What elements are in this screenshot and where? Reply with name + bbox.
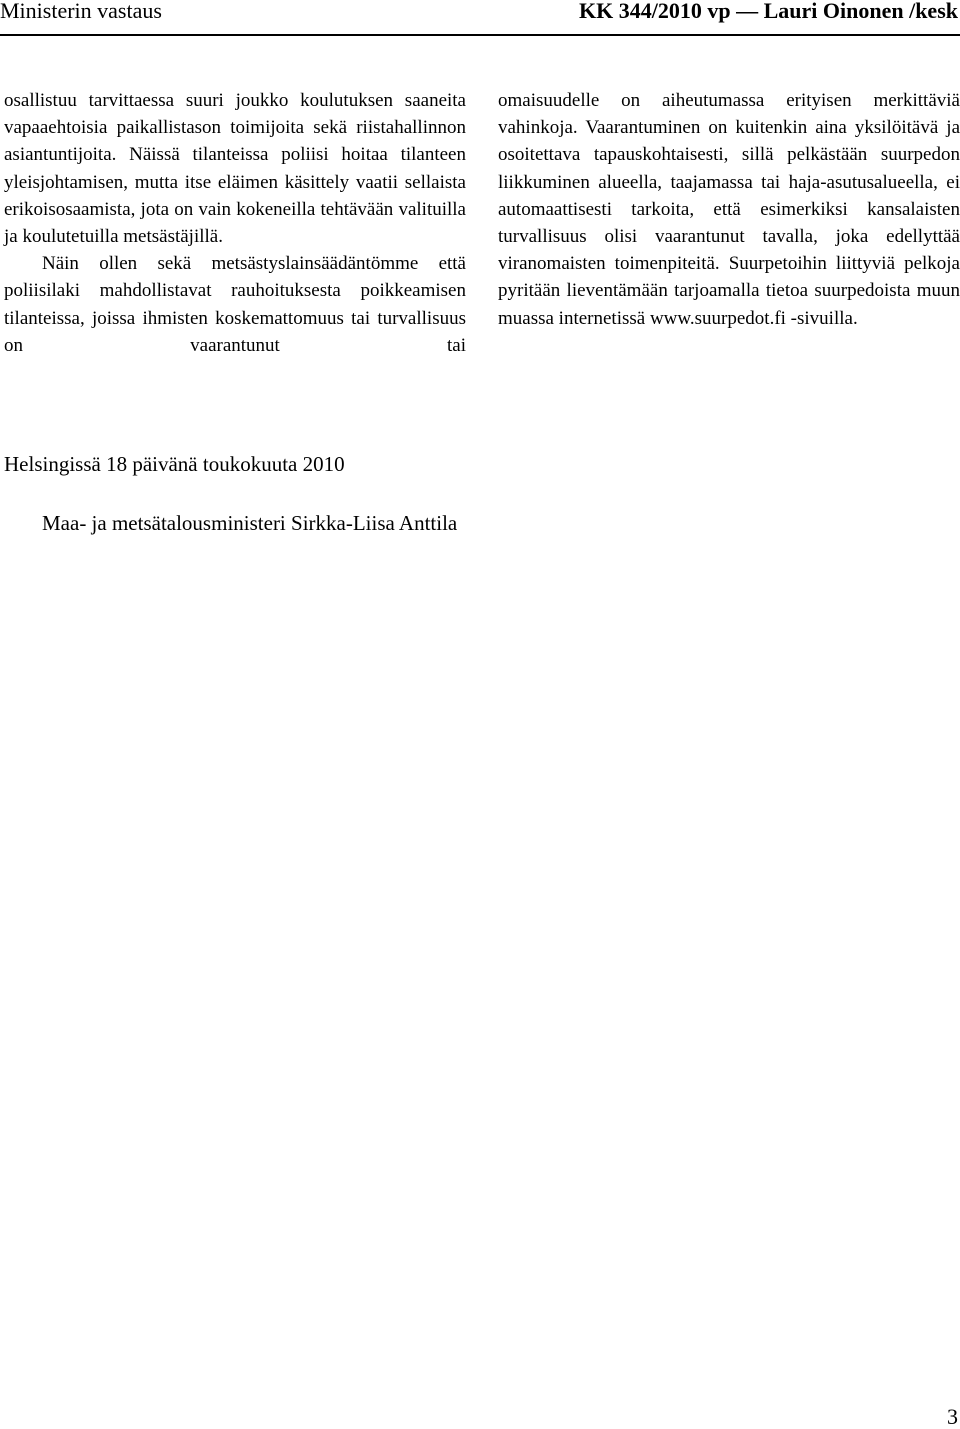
- header-divider: [0, 34, 960, 36]
- page-number: 3: [947, 1404, 958, 1429]
- date-line: Helsingissä 18 päivänä toukokuuta 2010: [4, 452, 345, 476]
- signature-line: Maa- ja metsätalousministeri Sirkka-Liisa Anttila: [42, 511, 458, 535]
- header-document-reference: KK 344/2010 vp — Lauri Oinonen /kesk: [579, 0, 958, 23]
- header-section-title: Ministerin vastaus: [0, 0, 162, 23]
- page-header: [0, 0, 960, 40]
- left-paragraph-2: Näin ollen sekä metsästyslainsäädäntömme että poliisilaki mahdollistavat rauhoituksesta poikkeamisen tilanteissa, joissa ihmisten koskemattomuus tai turvallisuus on vaarantunut tai: [4, 253, 466, 356]
- right-text-column: [498, 87, 960, 332]
- right-paragraph-1: omaisuudelle on aiheutumassa erityisen merkittäviä vahinkoja. Vaarantuminen on kuitenkin aina yksilöitävä ja osoitettava tapauskohtaisesti, sillä pelkästään suurpedon liikkuminen alueella, taajamassa tai haja-asutusalueella, ei automaattisesti tarkoita, että esimerkiksi kansalaisten turvallisuus olisi vaarantunut tavalla, joka edellyttää viranomaisten toimenpiteitä. Suurpetoihin liittyviä pelkoja pyritään lieventämään tarjoamalla tietoa suurpedoista muun muassa internetissä www.suurpedot.fi -sivuilla.: [498, 90, 960, 329]
- left-text-column: [4, 87, 466, 359]
- left-paragraph-1: osallistuu tarvittaessa suuri joukko koulutuksen saaneita vapaaehtoisia paikallistason toimijoita sekä riistahallinnon asiantuntijoita. Näissä tilanteissa poliisi hoitaa tilanteen yleisjohtamisen, mutta itse eläimen käsittely vaatii sellaista erikoisosaamista, jota on vain kokeneilla tehtävään valituilla ja koulutetuilla metsästäjillä.: [4, 90, 466, 248]
